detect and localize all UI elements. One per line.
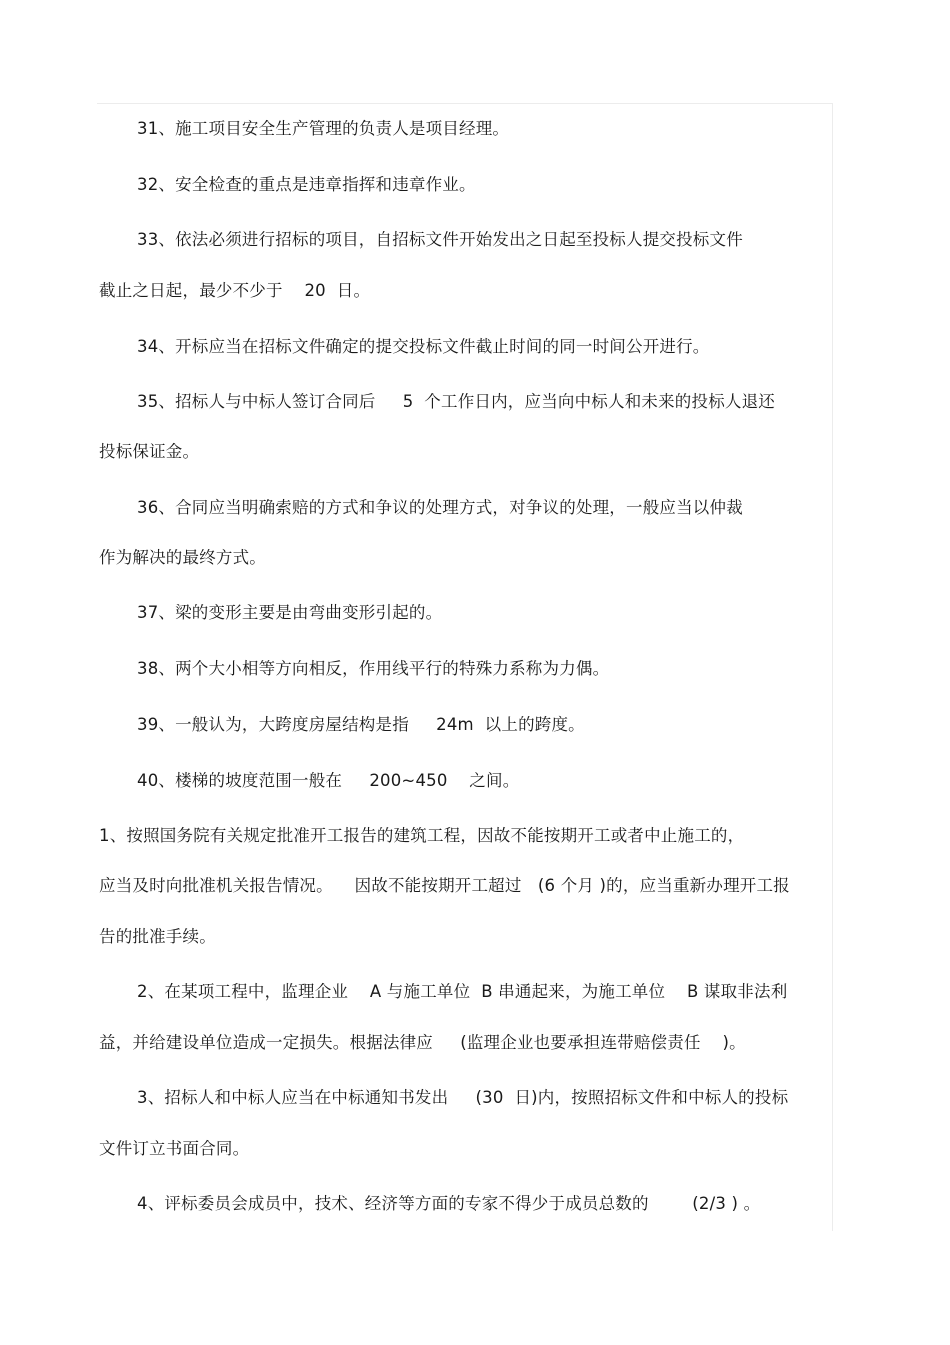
item-35-line-2: 投标保证金。 (99, 442, 200, 461)
item-38: 38、两个大小相等方向相反，作用线平行的特殊力系称为力偶。 (137, 659, 610, 678)
item-34: 34、开标应当在招标文件确定的提交投标文件截止时间的同一时间公开进行。 (137, 337, 710, 356)
item-33-line-2: 截止之日起，最少不少于 20 日。 (99, 281, 371, 300)
item-36-line-2: 作为解决的最终方式。 (99, 548, 266, 567)
question-1-line-1: 1、按照国务院有关规定批准开工报告的建筑工程，因故不能按期开工或者中止施工的， (99, 826, 745, 845)
question-4: 4、评标委员会成员中，技术、经济等方面的专家不得少于成员总数的 (2/3 ) 。 (137, 1194, 761, 1213)
question-3-line-1: 3、招标人和中标人应当在中标通知书发出 (30 日)内，按照招标文件和中标人的投标 (137, 1088, 789, 1107)
question-1-line-2: 应当及时向批准机关报告情况。 因故不能按期开工超过 (6 个月 )的，应当重新办理开工报 (99, 876, 790, 895)
item-39: 39、一般认为，大跨度房屋结构是指 24m 以上的跨度。 (137, 715, 585, 734)
item-36-line-1: 36、合同应当明确索赔的方式和争议的处理方式，对争议的处理，一般应当以仲裁 (137, 498, 743, 517)
item-32: 32、安全检查的重点是违章指挥和违章作业。 (137, 175, 476, 194)
question-2-line-2: 益，并给建设单位造成一定损失。根据法律应 (监理企业也要承担连带赔偿责任 )。 (99, 1033, 746, 1052)
item-37: 37、梁的变形主要是由弯曲变形引起的。 (137, 603, 443, 622)
question-3-line-2: 文件订立书面合同。 (99, 1139, 250, 1158)
question-2-line-1: 2、在某项工程中，监理企业 A 与施工单位 B 串通起来，为施工单位 B 谋取非法利 (137, 982, 788, 1001)
item-31: 31、施工项目安全生产管理的负责人是项目经理。 (137, 119, 510, 138)
question-1-line-3: 告的批准手续。 (99, 927, 216, 946)
item-40: 40、楼梯的坡度范围一般在 200~450 之间。 (137, 771, 520, 790)
item-35-line-1: 35、招标人与中标人签订合同后 5 个工作日内，应当向中标人和未来的投标人退还 (137, 392, 776, 411)
item-33-line-1: 33、依法必须进行招标的项目，自招标文件开始发出之日起至投标人提交投标文件 (137, 230, 743, 249)
